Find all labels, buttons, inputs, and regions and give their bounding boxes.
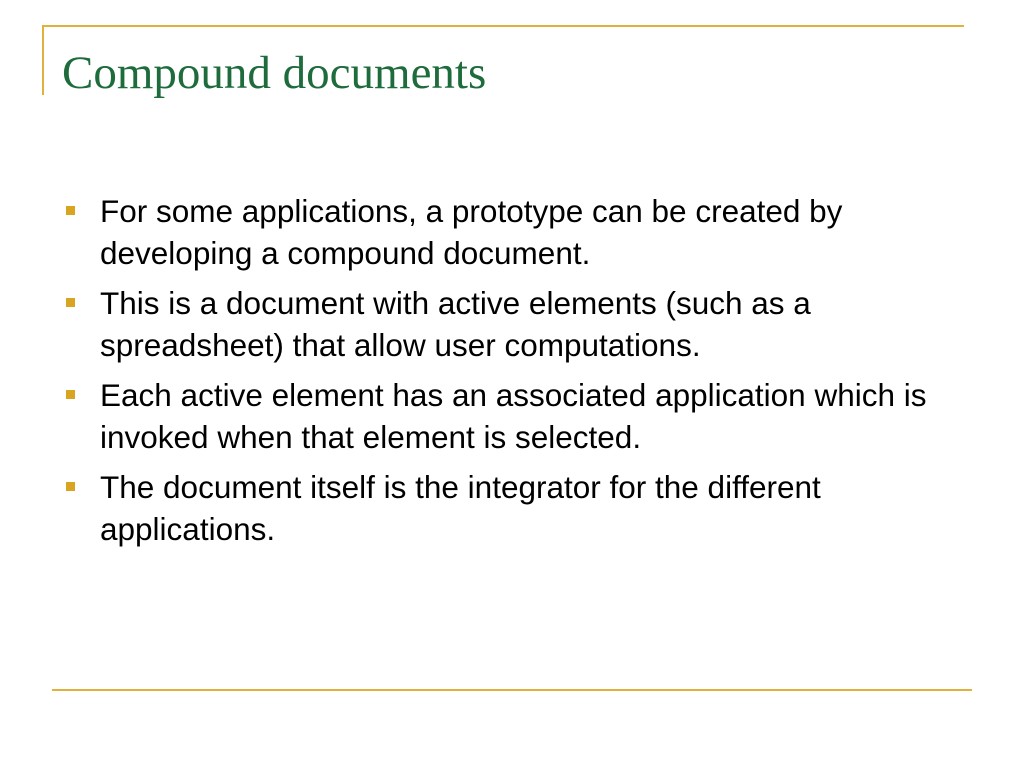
bullet-text: For some applications, a prototype can be created by developing a compound document. [100, 193, 843, 271]
bullet-text: This is a document with active elements (such as a spreadsheet) that allow user computations. [100, 285, 811, 363]
square-bullet-icon [66, 482, 75, 491]
bullet-list [60, 190, 960, 558]
bullet-item [60, 282, 960, 366]
square-bullet-icon [66, 298, 75, 307]
frame-top-line [44, 25, 964, 27]
bullet-item [60, 466, 960, 550]
square-bullet-icon [66, 206, 75, 215]
square-bullet-icon [66, 390, 75, 399]
bullet-item [60, 374, 960, 458]
frame-left-line [42, 25, 44, 95]
bullet-text: The document itself is the integrator for the different applications. [100, 469, 821, 547]
bullet-item [60, 190, 960, 274]
frame-bottom-line [52, 689, 972, 691]
slide-title: Compound documents [62, 47, 487, 99]
bullet-text: Each active element has an associated application which is invoked when that element is selected. [100, 377, 927, 455]
